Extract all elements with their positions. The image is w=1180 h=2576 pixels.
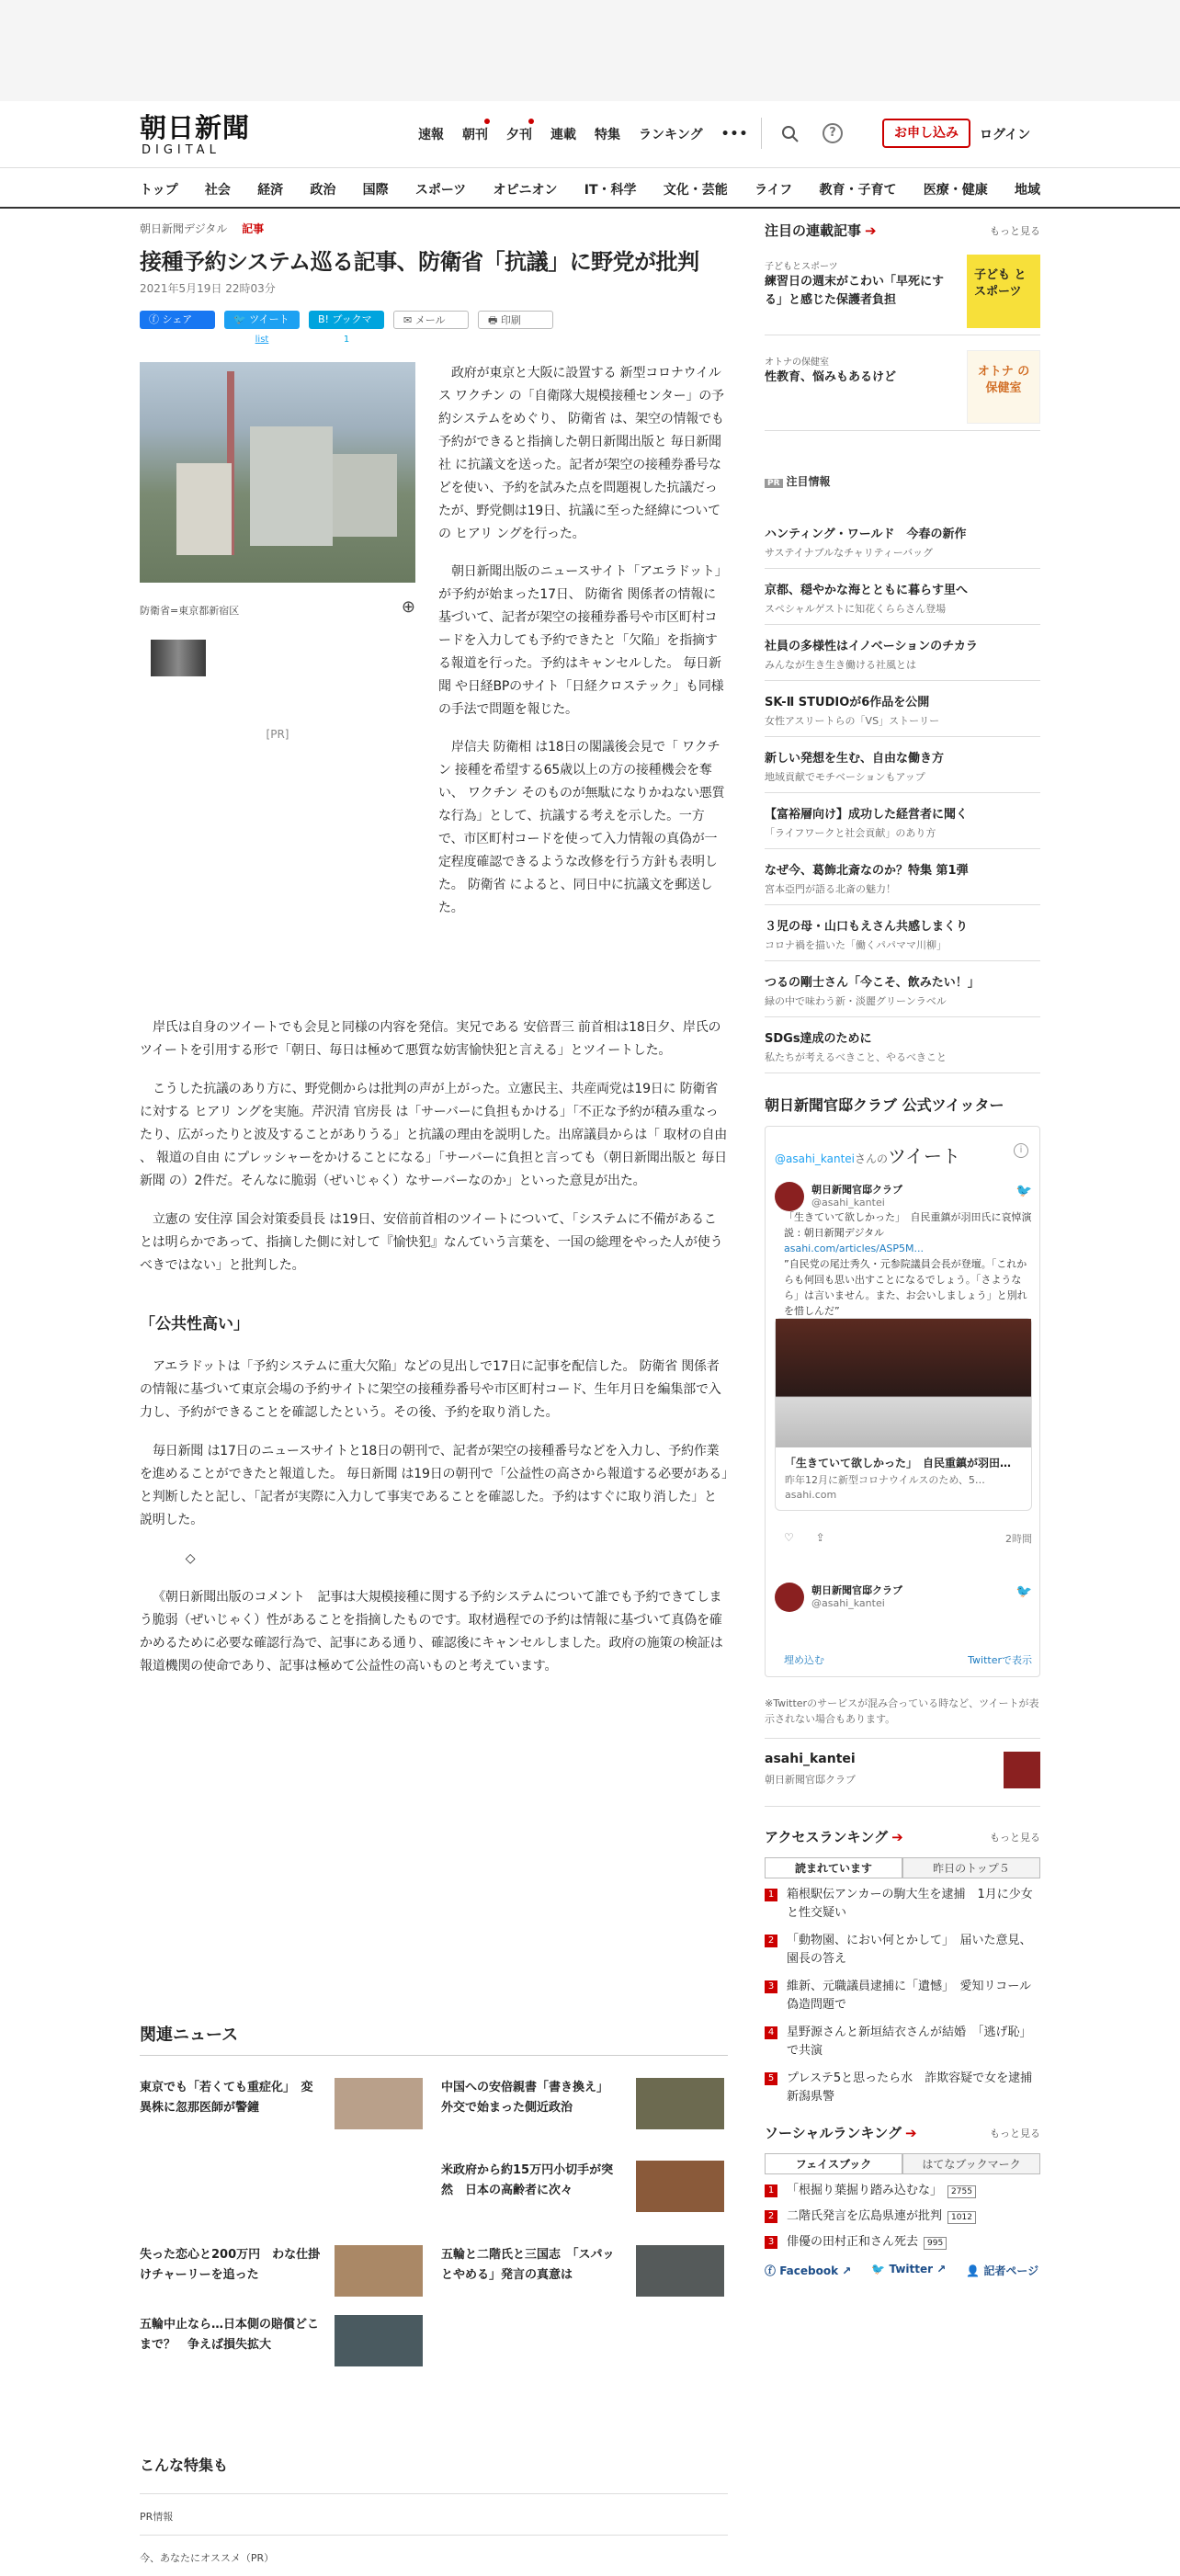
bookmark-count: 1 [343,335,350,345]
access-ranking-title-text: アクセスランキング [765,1829,889,1845]
ranking-text: 維新、元職議員逮捕に「遺憾」 愛知リコール偽造問題で [787,1980,1031,2012]
social-tabs [765,2153,1040,2174]
nav-yuukan[interactable]: 夕刊 [506,125,532,143]
pr-item[interactable] [765,961,1040,1017]
cat-culture[interactable]: 文化・芸能 [663,183,728,198]
facebook-share-button[interactable]: ⓕ シェア [140,311,215,329]
header-divider [761,118,762,149]
article-figure [140,362,415,741]
ranking-item[interactable] [765,2070,1045,2106]
pr-badge: PR [765,479,783,488]
twitter-bird-icon: 🐦 [1015,1584,1032,1599]
cat-region[interactable]: 地域 [1014,183,1040,198]
series-more-link[interactable]: もっと見る [990,224,1040,237]
nav-sokuho[interactable]: 速報 [418,128,444,142]
access-more-link[interactable]: もっと見る [990,1831,1040,1844]
tweet-author-handle: @asahi_kantei [811,1197,885,1209]
share-count: 2755 [947,2185,976,2198]
pr-item-sub: 女性アスリートらの「VS」ストーリー [765,715,940,727]
ranking-item[interactable] [765,2024,1040,2060]
related-headline: 五輪と二階氏と三国志 「スパッとやめる」発言の真意は [441,2248,615,2282]
ranking-text: 二階氏発言を広島県連が批判 [787,2209,943,2223]
arrow-right-icon: ➔ [904,2125,917,2141]
diamond-separator: ◇ [185,1551,196,1566]
related-item[interactable] [441,2245,728,2300]
related-news-title: 関連ニュース [140,2022,728,2056]
facebook-link[interactable]: ⓕ Facebook ↗ [765,2264,852,2277]
share-count: 995 [924,2237,947,2250]
series-kicker: 子どもとスポーツ [765,262,838,272]
pr-item[interactable] [765,849,1040,905]
nav-rensai[interactable]: 連載 [550,128,576,142]
photo-building [333,454,397,537]
cat-society[interactable]: 社会 [204,183,231,198]
article-date: 2021年5月19日 22時03分 [140,282,276,295]
tweet-author-name: 朝日新聞官邸クラブ [811,1584,902,1596]
twitter-bird-icon: 🐦 [1015,1184,1032,1198]
pr-item-sub: 緑の中で味わう新・淡麗グリーンラベル [765,995,947,1007]
pr-item-title: SDGs達成のために [765,1032,872,1046]
paragraph: 岸氏は自身のツイートでも会見と同様の内容を発信。実兄である 安倍晋三 前首相は18日夕、岸氏のツイートを引用する形で「朝日、毎日は極めて悪質な妨害愉快犯と言える」とツイートした。 [140,1020,721,1058]
like-icon[interactable]: ♡ [784,1531,794,1544]
related-headline: 五輪中止なら…日本側の賠償どこまで？ 争えば損失拡大 [140,2318,320,2352]
twitter-block [765,1094,1040,1807]
tweet-card-desc: 昨年12月に新型コロナウイルスのため、5… [785,1474,985,1486]
access-tabs [765,1857,1040,1878]
zoom-icon[interactable]: ⊕ [401,597,415,617]
tweet-author-handle: @asahi_kantei [811,1597,885,1609]
pr-item-title: つるの剛士さん「今こそ、飲みたい！」 [765,976,980,990]
more-menu-icon[interactable]: ••• [720,127,749,142]
related-headline: 中国への安倍親書「書き換え」 外交で始まった側近政治 [441,2081,615,2115]
caption-text: 防衛省=東京都新宿区 [140,605,240,617]
pr-header [765,473,1040,489]
timeline-footer [784,1652,1032,1667]
photo-thumbnail[interactable] [151,640,206,676]
tweet-button[interactable]: 🐦 ツイート list [224,311,300,329]
pr-item[interactable] [765,625,1040,681]
section-heading: 「公共性高い」 [140,1315,249,1333]
tweet-count[interactable]: list [255,335,269,345]
paragraph: 政府が東京と大阪に設置する 新型コロナウイルス ワクチン の「自衛隊大規模接種センター」の予約システムをめぐり、 防衛省 は、架空の情報でも予約ができると指摘した朝日新聞出版と 毎日新聞社 に抗議文を送った。記者が架空の接種券番号などを使い、予約を試みた点を問題視した抗議だったが、野党側は19日、抗議に至った経緯についての ヒアリ ングを行った。 [438,366,724,541]
series-headline: 性教育、悩みもあるけど [765,370,897,384]
tweet-card-image [776,1319,1031,1447]
account-avatar [1004,1752,1040,1788]
paragraph: 毎日新聞 は17日のニュースサイトと18日の朝刊で、記者が架空の接種番号などを入力し、予約作業を進めることができたと報道した。 毎日新聞 は19日の朝刊で「公益性の高さから報道する必要がある」と判断したと記し、「記者が実際に入力して事実であることを確認した。予約はすぐに取り消した」と説明した。 [140,1444,728,1527]
tab-hatena[interactable]: はてなブックマーク [902,2153,1040,2173]
paragraph: 岸信夫 防衛相 は18日の閣議後会見で「 ワクチン 接種を希望する65歳以上の方の接種機会を奪い、 ワクチン そのものが無駄になりかねない悪質な行為」として、抗議する考えを示した。一方で、市区町村コードを使って入力情報の真偽が一定程度確認できるような改修を行う方針も表明した。 防衛省 によると、同日中に抗議文を郵送した。 [438,740,725,915]
mail-label: メール [414,314,446,326]
related-news [140,2022,728,2368]
tweet-label: ツイート [249,313,289,325]
series-headline: 練習日の週末がこわい「早死にする」と感じた保護者負担 [765,275,945,307]
logo-sub-text: DIGITAL [142,143,221,157]
ranking-item[interactable] [765,1886,1040,1923]
timeline-handle: @asahi_kantei [775,1152,856,1165]
social-links [765,2263,1040,2278]
related-thumbnail [335,2315,423,2366]
cat-health[interactable]: 医療・健康 [923,183,988,198]
related-thumbnail [636,2245,724,2297]
rank-number: 5 [765,2072,777,2085]
article-photo[interactable] [140,362,415,583]
arrow-right-icon: ➔ [891,1829,903,1845]
series-item[interactable] [765,240,1040,335]
article-main [140,221,728,2564]
subscribe-button[interactable]: お申し込み [882,119,970,148]
share-icon[interactable]: ⇪ [815,1531,825,1544]
tweet-text-2: ”自民党の尾辻秀久・元参院議員会長が登壇。「これからも何回も思い出すことになるでしょう。「さようなら」は言いません。また、お会いしましょう」と別れを惜しんだ” [784,1258,1027,1317]
related-item[interactable] [140,2315,426,2370]
photo-building [176,463,232,555]
pr-item[interactable] [765,737,1040,793]
twitter-link-text: Twitter [889,2263,934,2275]
ranking-item[interactable] [765,2207,1040,2226]
tweet-text-1: 「生きていて欲しかった」 自民重鎮が羽田氏に哀悼演説 : 朝日新聞デジタル [784,1211,1032,1239]
tweet-actions [784,1531,1032,1544]
pr-label: [PR] [266,728,289,741]
ranking-text: 「動物園、におい何とかして」 届いた意見、園長の答え [787,1934,1032,1966]
rank-number: 3 [765,1980,777,1993]
pr-item-title: ハンティング・ワールド 今春の新作 [765,528,967,541]
view-on-twitter-link[interactable]: Twitterで表示 [968,1654,1032,1666]
access-list [765,1886,1045,2106]
tweet-author-name: 朝日新聞官邸クラブ [811,1184,902,1196]
tweet-card-title: 「生きていて欲しかった」 自民重鎮が羽田… [785,1457,1012,1470]
article-title: 接種予約システム巡る記事、防衛省「抗議」に野党が批判 [140,249,699,275]
related-headline: 米政府から約15万円小切手が突然 日本の高齢者に次々 [441,2163,614,2197]
photo-caption [140,597,415,618]
special-features-title: こんな特集も [140,2454,728,2494]
timeline-header[interactable] [775,1141,960,1168]
reporter-page-link[interactable]: 👤 記者ページ [966,2264,1039,2277]
recommend-label: 今、あなたにオススメ（PR） [140,2552,275,2564]
twitter-timeline [765,1126,1040,1677]
series-header [765,221,1040,240]
avatar [775,1583,804,1612]
cat-top[interactable]: トップ [140,183,178,198]
ranking-text: 星野源さんと新垣結衣さんが結婚 「逃げ恥」で共演 [787,2026,1032,2058]
cat-politics[interactable]: 政治 [310,183,336,198]
ranking-item[interactable] [765,1932,1040,1969]
related-thumbnail [636,2161,724,2212]
breadcrumb-tag[interactable]: 記事 [242,222,265,235]
help-icon[interactable]: ? [823,123,843,143]
account-name: asahi_kantei [765,1752,856,1766]
tweet-card[interactable] [775,1318,1032,1511]
cat-economy[interactable]: 経済 [257,183,284,198]
rank-number: 2 [765,1935,777,1947]
pr-item-title: ３児の母・山口もえさん共感しまくり [765,920,969,934]
article-body-top [438,362,728,935]
print-button[interactable]: 🖶 印刷 [478,311,553,329]
related-headline: 東京でも「若くても重症化」 変異株に忽那医師が警鐘 [140,2081,313,2115]
pr-item-sub: 私たちが考えるべきこと、やるべきこと [765,1051,947,1063]
cat-international[interactable]: 国際 [362,183,389,198]
ranking-text: プレステ5と思ったら水 詐欺容疑で女を逮捕 新潟県警 [787,2071,1045,2104]
rank-number: 2 [765,2210,777,2223]
social-ranking-title-text: ソーシャルランキング [765,2125,902,2141]
related-thumbnail [335,2078,423,2129]
pr-item-title: 【富裕層向け】成功した経営者に聞く [765,808,969,822]
login-link[interactable]: ログイン [980,128,1031,142]
account-link[interactable] [765,1752,1040,1807]
pr-item-sub: 地域貢献でモチベーションもアップ [765,771,925,783]
tweet-time[interactable]: 2時間 [1005,1533,1032,1545]
reporter-page-text: 記者ページ [983,2264,1039,2277]
pr-item-sub: コロナ禍を描いた「働くパパママ川柳」 [765,939,947,951]
arrow-right-icon: ➔ [865,222,877,239]
related-item[interactable] [140,2245,426,2300]
social-ranking-title[interactable] [765,2123,917,2142]
pr-item-sub: サステイナブルなチャリティーバッグ [765,547,934,559]
tab-facebook[interactable]: フェイスブック [765,2153,902,2173]
hatena-label: ブックマーク [318,313,372,344]
paragraph: 朝日新聞出版のニュースサイト「アエラドット」が予約が始まった17日、 防衛省 関係者の情報に基づいて、記者が架空の接種券番号や市区町村コードを入力しても予約できたと「欠陥」を指摘する報道を行った。予約はキャンセルした。 毎日新聞 や日経BPのサイト「日経クロステック」も同様の手法で問題を報じた。 [438,564,728,717]
series-item[interactable] [765,335,1040,431]
related-item[interactable] [441,2078,728,2133]
social-ranking [765,2123,1040,2278]
cat-education[interactable]: 教育・子育て [819,183,897,198]
social-more-link[interactable]: もっと見る [990,2127,1040,2139]
series-title[interactable] [765,221,877,240]
pr-item-sub: 宮本亞門が語る北斎の魅力！ [765,883,896,895]
tweet-text [784,1209,1032,1319]
paragraph: 《朝日新聞出版のコメント 記事は大規模接種に関する予約システムについて誰でも予約できてしまう脆弱（ぜいじゃく）性があることを指摘したものです。取材過程での予約は情報に基づいて真偽を確かめるために必要な確認行為で、記事にある通り、確認後にキャンセルしました。政府の施策の検証は報道機関の使命であり、記事は極めて公益性の高いものと考えています。 [140,1590,723,1674]
article-body [140,1016,728,1694]
cat-opinion[interactable]: オピニオン [493,183,558,198]
pr-title: 注目情報 [786,475,831,488]
pr-item-sub: スペシャルゲストに知花くららさん登場 [765,603,947,615]
breadcrumb [140,221,728,236]
rank-number: 1 [765,2184,777,2197]
account-sub: 朝日新聞官邸クラブ [765,1774,856,1786]
pr-item[interactable] [765,793,1040,849]
mail-button[interactable]: ✉ メール [393,311,469,329]
rank-number: 3 [765,2236,777,2249]
series-title-text: 注目の連載記事 [765,222,862,239]
ranking-item[interactable] [765,2182,1040,2200]
nav-choukan[interactable]: 朝刊 [462,125,488,143]
tweet-card-site: asahi.com [785,1489,837,1501]
pr-item-sub: 「ライフワークと社会貢献」のあり方 [765,827,936,839]
rank-number: 4 [765,2026,777,2039]
share-bar [140,311,728,345]
pr-info-label: PR情報 [140,2509,728,2536]
avatar [775,1182,804,1211]
top-ad-space [0,0,1180,101]
pr-item[interactable] [765,905,1040,961]
related-item[interactable] [441,2161,728,2216]
twitter-link[interactable]: 🐦 Twitter ↗ [871,2263,947,2275]
facebook-link-text: Facebook [779,2264,839,2277]
timeline-title: ツイート [888,1145,961,1167]
timeline-handle-suffix: さんの [855,1152,889,1165]
paragraph: こうした抗議のあり方に、野党側からは批判の声が上がった。立憲民主、共産両党は19日に 防衛省 に対する ヒアリ ングを実施。芹沢清 官房長 は「サーバーに負担もかける」「不正な予約が積み重なったり、広がったりと波及することがありうる」と抗議の理由を説明した。出席議員からは「 取材の自由 、 報道の自由 にプレッシャーをかけることになる」「サーバーに負担と言っても（朝日新聞出版と 毎日新聞 の）2件だ。そんなに脆弱（ぜいじゃく）なサーバーなのか」といった意見が出た。 [140,1082,728,1188]
pr-item[interactable] [765,569,1040,625]
twitter-note: ※Twitterのサービスが混み合っている時など、ツイートが表示されない場合もあります。 [765,1696,1040,1739]
site-logo[interactable] [140,112,259,160]
pr-item-title: 京都、穏やかな海とともに暮らす里へ [765,584,969,597]
social-list [765,2182,1040,2252]
cat-it-science[interactable]: IT・科学 [584,183,637,198]
paragraph: アエラドットは「予約システムに重大欠陥」などの見出しで17日に記事を配信した。 防衛省 関係者の情報に基づいて東京会場の予約サイトに架空の接種券番号や市区町村コード、生年月日を編集部で入力し、予約ができることを確認したという。その後、予約を取り消した。 [140,1359,721,1420]
related-item[interactable] [140,2078,426,2133]
pr-item-title: 社員の多様性はイノベーションのチカラ [765,640,978,653]
paragraph: 立憲の 安住淳 国会対策委員長 は19日、安倍前首相のツイートについて、「システムに不備があることは明らかであって、指摘した側に対して『愉快犯』なんていう言葉を、一国の総理をやった人が使うべきではない」と批判した。 [140,1212,723,1273]
pr-item[interactable] [765,1017,1040,1073]
logo-main-text: 朝日新聞 [140,112,251,143]
series-image: 子ども と スポーツ [967,255,1040,328]
ranking-item[interactable] [765,1978,1040,2014]
pr-item[interactable] [765,681,1040,737]
search-icon[interactable] [781,125,800,143]
photo-building [250,426,333,546]
ranking-text: 俳優の田村正和さん死去 [787,2235,919,2249]
category-nav [0,167,1180,209]
tweet-link[interactable]: asahi.com/articles/ASP5M... [784,1243,924,1254]
cat-life[interactable]: ライフ [755,183,793,198]
nav-ranking[interactable]: ランキング [639,128,703,142]
access-ranking [765,1827,1045,2106]
pr-item[interactable] [765,513,1040,569]
breadcrumb-home[interactable]: 朝日新聞デジタル [140,222,228,235]
ranking-text: 箱根駅伝アンカーの駒大生を逮捕 1月に少女と性交疑い [787,1888,1033,1920]
cat-sports[interactable]: スポーツ [414,183,467,198]
share-count: 1012 [947,2211,976,2224]
related-thumbnail [335,2245,423,2297]
site-header [0,101,1180,167]
nav-tokushu[interactable]: 特集 [595,128,620,142]
access-ranking-title[interactable] [765,1827,903,1846]
pr-item-title: なぜ今、葛飾北斎なのか？特集 第1弾 [765,864,969,878]
ranking-text: 「根掘り葉掘り踏み込むな」 [787,2184,943,2197]
info-icon[interactable]: i [1014,1143,1028,1158]
pr-section [765,473,1040,1073]
sidebar [765,221,1045,2278]
related-thumbnail [636,2078,724,2129]
tab-most-read[interactable]: 読まれています [765,1857,902,1878]
fb-share-label: シェア [162,313,193,325]
ranking-item[interactable] [765,2233,1040,2252]
print-label: 印刷 [500,314,521,326]
header-nav [418,125,766,143]
series-image: オトナ の 保健室 [967,350,1040,424]
pr-item-title: SK-Ⅱ STUDIOが6作品を公開 [765,696,930,709]
embed-link[interactable]: 埋め込む [784,1654,824,1666]
tab-yesterday-top5[interactable]: 昨日のトップ５ [902,1857,1040,1878]
hatena-bookmark-button[interactable]: B! ブックマーク 1 [309,311,384,329]
special-features [140,2454,728,2576]
twitter-block-title: 朝日新聞官邸クラブ 公式ツイッター [765,1096,1004,1114]
rank-number: 1 [765,1889,777,1901]
series-kicker: オトナの保健室 [765,357,829,368]
pr-item-title: 新しい発想を生む、自由な働き方 [765,752,945,766]
pr-item-sub: みんなが生き生き働ける社風とは [765,659,916,671]
related-headline: 失った恋心と200万円 わな仕掛けチャーリーを追った [140,2248,321,2282]
